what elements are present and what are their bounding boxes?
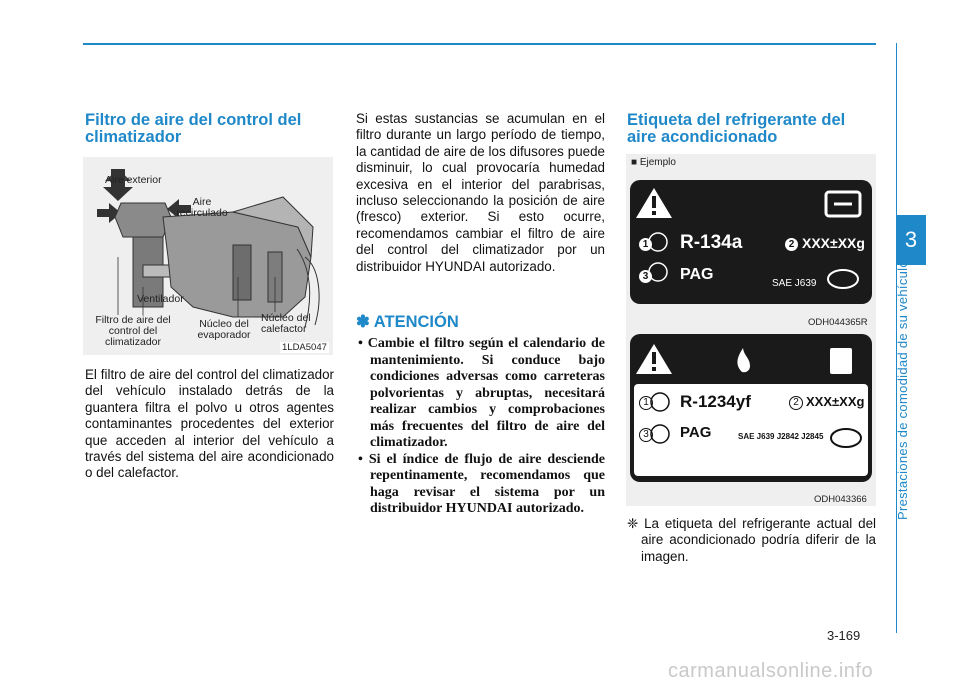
label-recirculated-air: Aire recirculado [176, 196, 228, 219]
label-evaporator: Núcleo del evaporador [197, 318, 251, 341]
refrigerant-icon [651, 393, 669, 411]
notice-item: • Si el índice de flujo de aire desciende repentinamente, recomendamos que haga revisar el sistema por un distribuidor HYUNDAI autorizado. [358, 451, 605, 516]
example-label: ■ Ejemplo [631, 157, 676, 168]
technician-icon [830, 348, 852, 374]
sae-standard: SAE J639 [772, 278, 817, 289]
notice-title: ✽ ATENCIÓN [356, 313, 459, 331]
notice-list [356, 336, 605, 518]
accumulation-body: Si estas sustancias se acumulan en el filtro durante un largo período de tiempo, la cantidad de aire de los difusores puede disminuir, lo cual provocaría humedad excesiva en el interior del parabrisas, incluso seleccionando la posición de aire (fresco) exterior. Si esto ocurre, recomendamos cambiar el filtro de aire del control del climatizador por un distribuidor HYUNDAI autorizado. [356, 111, 605, 274]
filter-heading: Filtro de aire del control del climatizador [85, 111, 302, 146]
evaporator-core [233, 245, 251, 300]
figure-code: 1LDA5047 [282, 342, 327, 353]
label-fan: Ventilador [137, 293, 184, 305]
chapter-tab: 3 [896, 215, 926, 265]
refrigerant-type: R-1234yf [680, 392, 751, 411]
oil-icon [651, 425, 669, 443]
label-note: ❈ La etiqueta del refrigerante actual del aire acondicionado podría diferir de la imagen. [627, 516, 876, 564]
refrigerant-heading: Etiqueta del refrigerante del aire acondicionado [627, 111, 846, 146]
filter-figure [83, 157, 333, 355]
oil-type: PAG [680, 424, 712, 441]
refrigerant-type: R-134a [680, 232, 743, 253]
label-filter: Filtro de aire del control del climatizador [95, 314, 171, 348]
page-number: 3-169 [827, 628, 861, 643]
label-inner-panel: 1 R-1234yf 2 XXX±XXg 3 PAG SAE J639 J2842 J2845 [634, 384, 868, 476]
top-rule [83, 43, 876, 45]
chapter-title: Prestaciones de comodidad de su vehículo [895, 260, 910, 520]
refrigerant-figure [626, 154, 876, 506]
filter-body: El filtro de aire del control del climatizador del vehículo instalado detrás de la guantera filtra el polvo u otros agentes contaminantes procedentes del exterior que acceden al interior del vehículo a través del sistema del aire acondicionado o del calefactor. [85, 367, 334, 481]
label-outside-air: Aire exterior [105, 174, 162, 186]
label-r134a: 1 R-134a 2 XXX±XXg 3 PAG SAE J639 [630, 180, 872, 304]
oil-type: PAG [680, 266, 714, 283]
hyundai-logo-icon [831, 429, 861, 447]
flame-icon [737, 348, 750, 372]
footer-watermark: carmanualsonline.info [668, 660, 874, 682]
label-r1234yf [630, 334, 872, 482]
label-heater-core: Núcleo del calefactor [261, 312, 311, 335]
hyundai-logo-icon [828, 270, 858, 288]
refrigerant-amount: XXX±XXg [806, 394, 865, 409]
label1-code: ODH044365R [808, 317, 868, 328]
refrigerant-amount: XXX±XXg [802, 235, 865, 251]
sae-standard: SAE J639 J2842 J2845 [738, 432, 824, 441]
label2-code: ODH043366 [814, 494, 867, 505]
notice-item: • Cambie el filtro según el calendario de mantenimiento. Si conduce bajo condiciones adversas como carreteras polvorientas y abruptas, necesitará realizar cambios y comprobaciones más frecuentes del filtro de aire del climatizador. [358, 336, 605, 450]
